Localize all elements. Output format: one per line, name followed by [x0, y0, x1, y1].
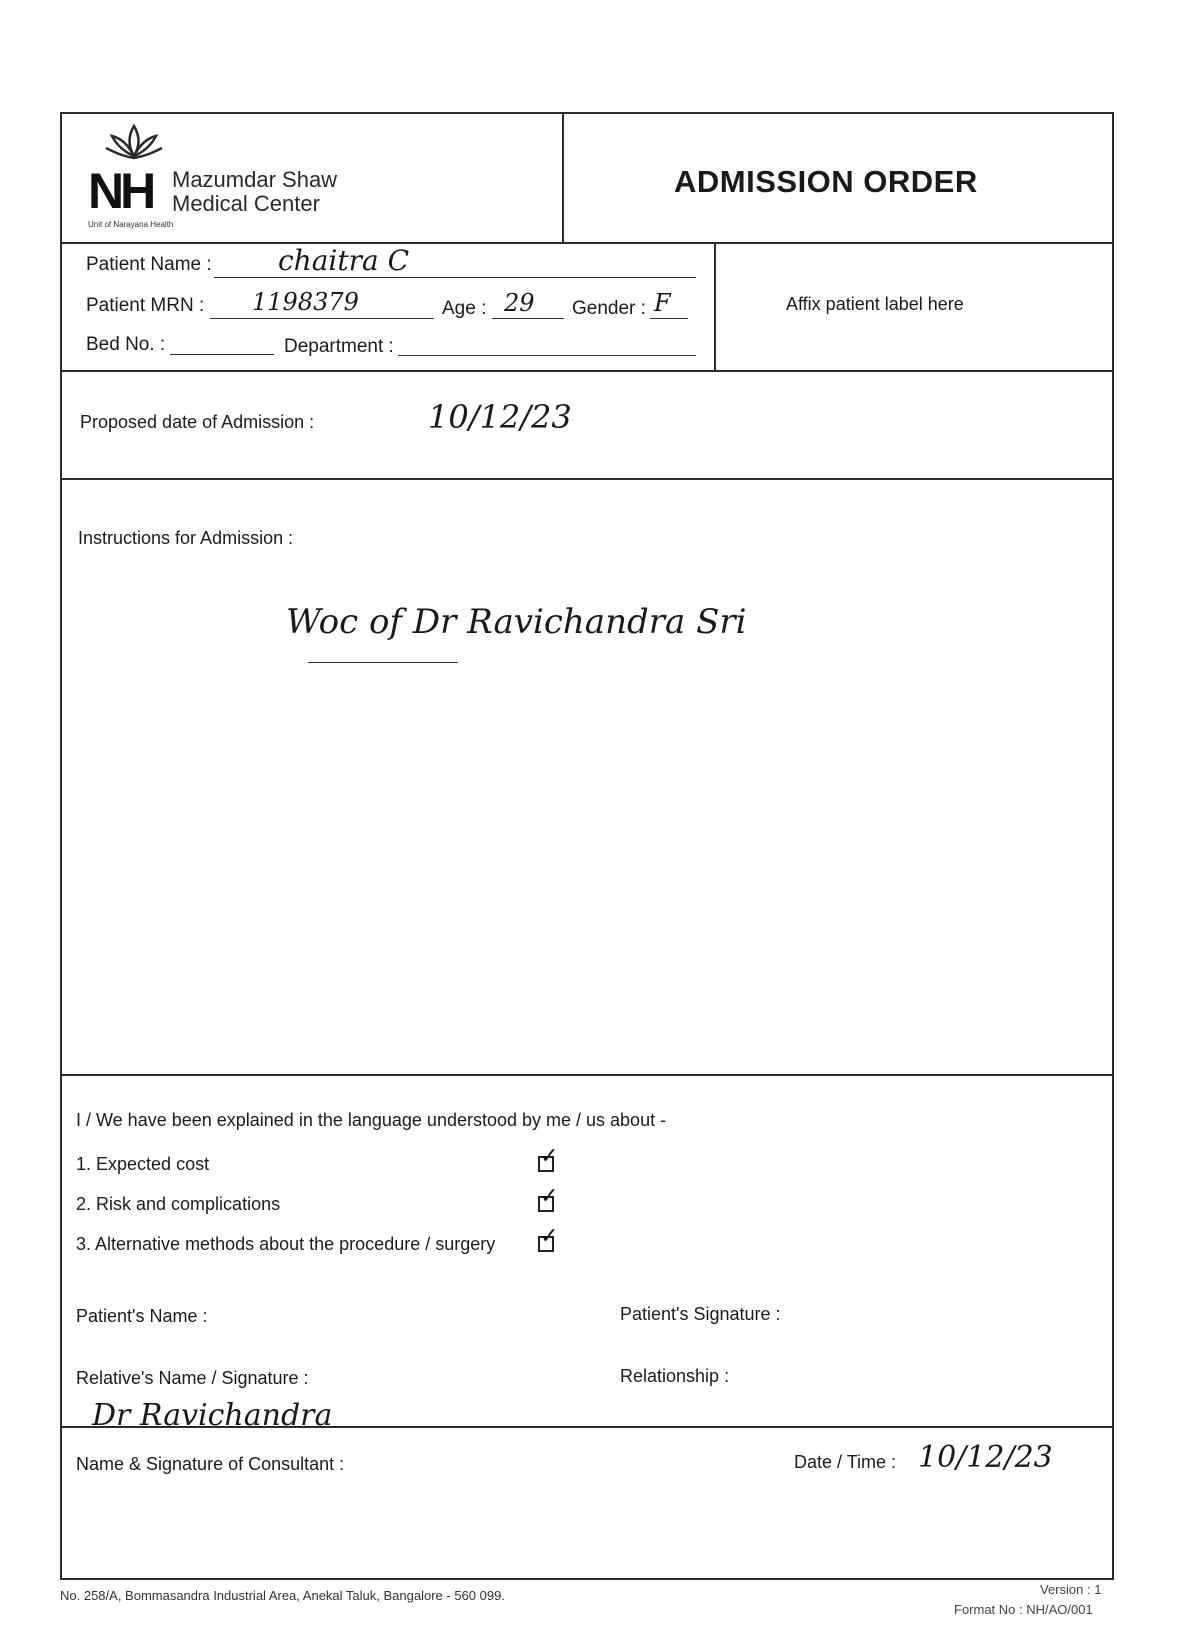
gender-value: F	[654, 289, 671, 317]
consultant-label: Name & Signature of Consultant :	[76, 1454, 345, 1474]
check-mark-icon: ✓	[540, 1144, 559, 1169]
patients-name-label: Patient's Name :	[76, 1306, 208, 1326]
instructions-underline	[308, 662, 458, 663]
patients-signature-label: Patient's Signature :	[620, 1304, 781, 1324]
patient-name-line	[214, 277, 696, 278]
gender-line	[650, 318, 688, 319]
patient-vertical-divider	[714, 242, 716, 370]
footer-address: No. 258/A, Bommasandra Industrial Area, Anekal Taluk, Bangalore - 560 099.	[60, 1588, 505, 1603]
proposed-date-label: Proposed date of Admission :	[80, 412, 315, 432]
department-line	[398, 355, 696, 356]
age-value: 29	[504, 289, 535, 317]
consultant-date-value: 10/12/23	[918, 1440, 1053, 1475]
age-line	[492, 318, 564, 319]
patient-mrn-label: Patient MRN :	[86, 295, 205, 316]
patient-mrn-value: 1198379	[252, 288, 359, 316]
hospital-name-line1: Mazumdar Shaw	[172, 167, 338, 192]
consent-item-label: 2. Risk and complications	[76, 1194, 281, 1214]
patient-label-box-text: Affix patient label here	[786, 294, 964, 314]
admission-form	[60, 112, 1114, 1580]
instructions-label: Instructions for Admission :	[78, 528, 294, 548]
patient-name-value: chaitra C	[278, 244, 410, 277]
patient-row-divider	[62, 370, 1112, 372]
department-label: Department :	[284, 336, 394, 357]
consent-item-label: 3. Alternative methods about the procedure / surgery	[76, 1234, 496, 1254]
logo-letters: NH	[88, 163, 153, 219]
gender-label: Gender :	[572, 298, 646, 319]
footer-format-no: Format No : NH/AO/001	[954, 1602, 1093, 1617]
logo-tagline: Unit of Narayana Health	[88, 220, 174, 229]
consent-divider	[62, 1074, 1112, 1076]
bed-line	[170, 354, 274, 355]
consultant-date-label: Date / Time :	[794, 1452, 897, 1472]
patient-name-label: Patient Name :	[86, 254, 212, 275]
relationship-label: Relationship :	[620, 1366, 730, 1386]
instructions-value: Woc of Dr Ravichandra Sri	[286, 602, 747, 642]
check-mark-icon: ✓	[540, 1184, 559, 1209]
consent-statement: I / We have been explained in the language understood by me / us about -	[76, 1110, 667, 1130]
proposed-date-value: 10/12/23	[428, 398, 572, 436]
consent-item-label: 1. Expected cost	[76, 1154, 210, 1174]
consultant-signature: Dr Ravichandra	[92, 1398, 333, 1433]
check-mark-icon: ✓	[540, 1224, 559, 1249]
bed-label: Bed No. :	[86, 334, 166, 355]
relative-name-signature-label: Relative's Name / Signature :	[76, 1368, 309, 1388]
hospital-logo	[88, 122, 388, 232]
hospital-name-line2: Medical Center	[172, 191, 320, 216]
footer-version: Version : 1	[1040, 1582, 1102, 1597]
form-title: ADMISSION ORDER	[674, 164, 978, 199]
patient-mrn-line	[210, 318, 434, 319]
header-vertical-divider	[562, 114, 564, 242]
header-divider	[62, 242, 1112, 244]
date-row-divider	[62, 478, 1112, 480]
age-label: Age :	[442, 298, 487, 319]
